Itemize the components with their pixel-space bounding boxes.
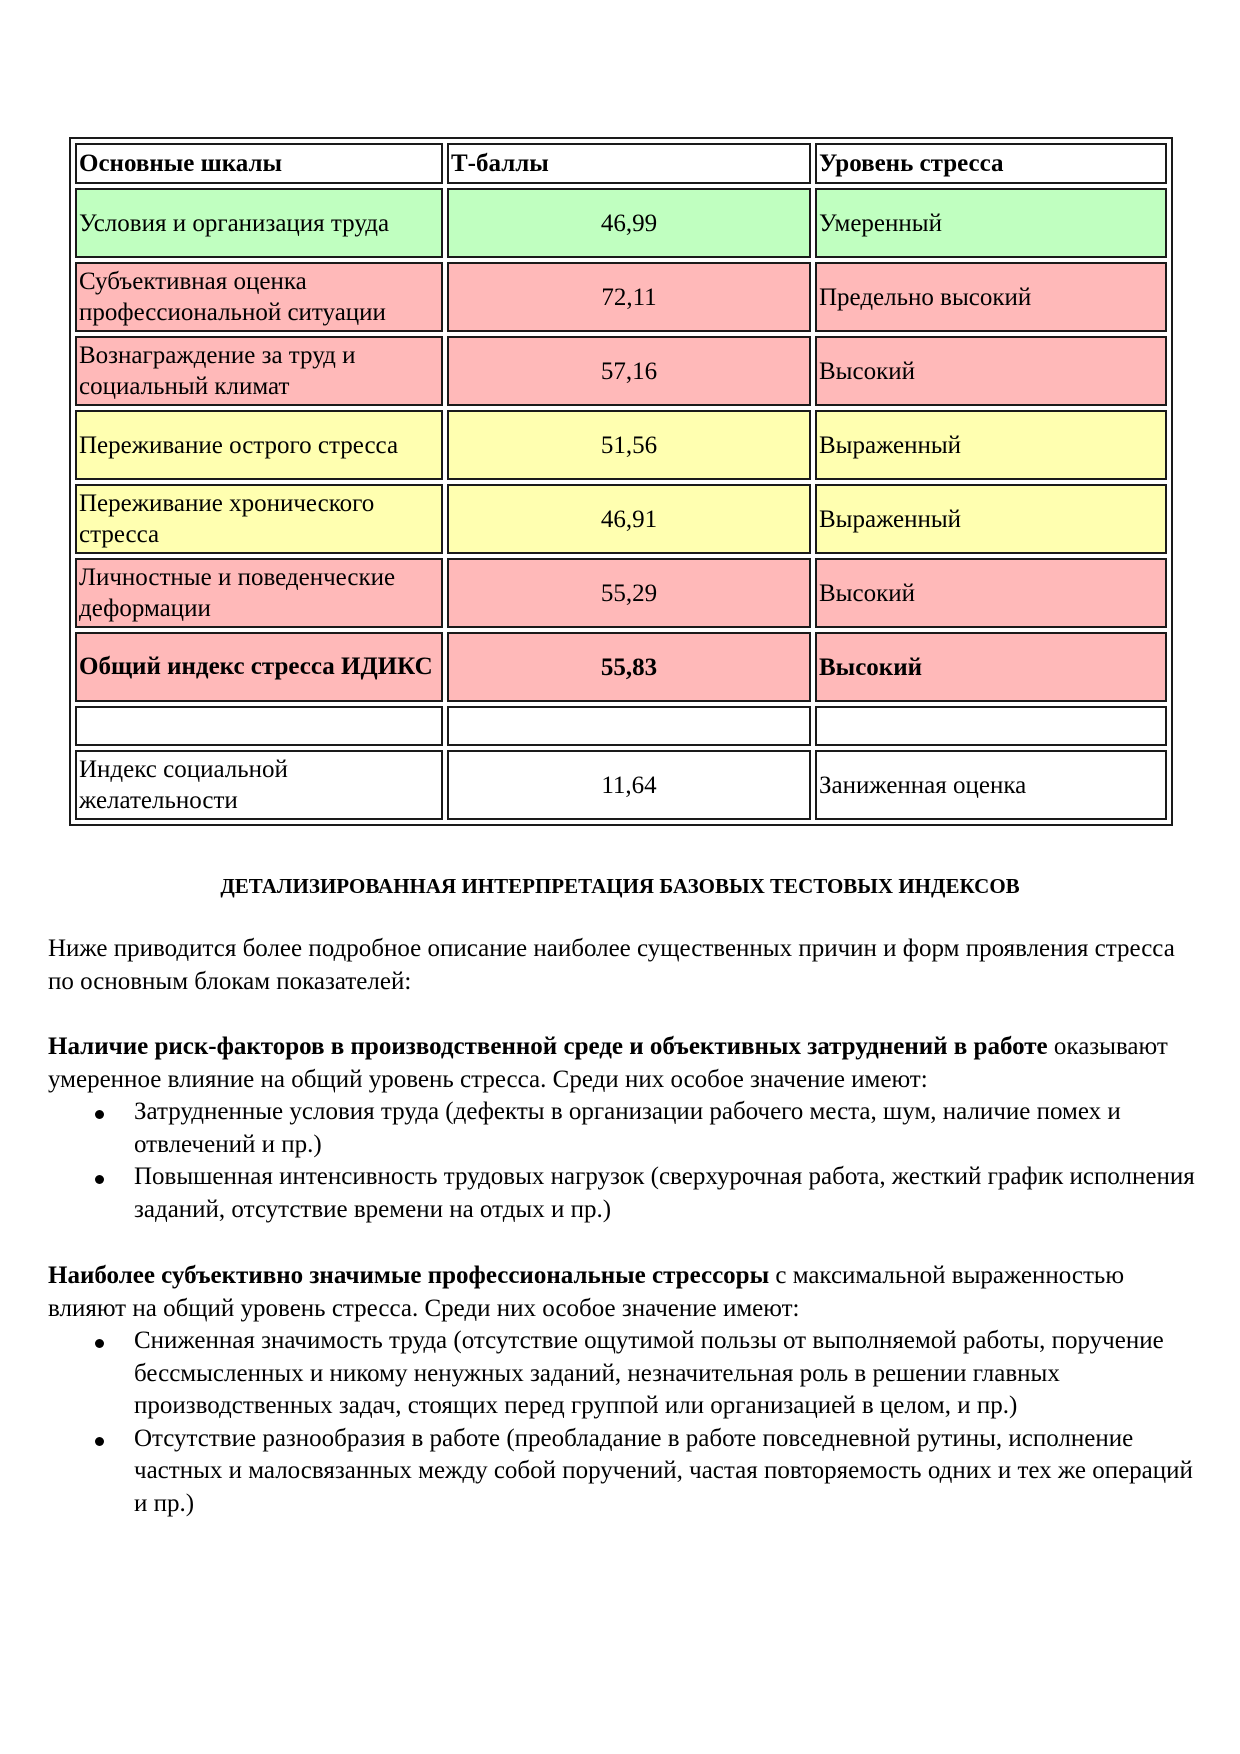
scale-name: Переживание хронического стресса bbox=[75, 484, 443, 554]
table-row bbox=[75, 336, 1167, 406]
t-score: 55,29 bbox=[447, 558, 811, 628]
social-desirability-row bbox=[75, 750, 1167, 820]
table-row bbox=[75, 188, 1167, 258]
stress-results-table bbox=[69, 137, 1173, 826]
block-rest: оказывают умеренное влияние на общий уровень стресса. Среди них особое значение имеют: bbox=[48, 1033, 1168, 1093]
stress-level: Предельно высокий bbox=[815, 262, 1167, 332]
list-item bbox=[48, 1096, 1198, 1161]
table-row bbox=[75, 558, 1167, 628]
bullet-icon bbox=[95, 1437, 104, 1446]
stress-level: Высокий bbox=[815, 558, 1167, 628]
table-row bbox=[75, 262, 1167, 332]
list-item-text: Затрудненные условия труда (дефекты в организации рабочего места, шум, наличие помех и отвлечений и пр.) bbox=[134, 1098, 1121, 1158]
bullet-list bbox=[48, 1096, 1198, 1226]
section-heading: ДЕТАЛИЗИРОВАННАЯ ИНТЕРПРЕТАЦИЯ БАЗОВЫХ ТЕСТОВЫХ ИНДЕКСОВ bbox=[220, 874, 1020, 898]
stress-level: Высокий bbox=[815, 336, 1167, 406]
t-score: 57,16 bbox=[447, 336, 811, 406]
table-header-row bbox=[75, 143, 1167, 184]
scale-name: Условия и организация труда bbox=[75, 188, 443, 258]
total-index-score: 55,83 bbox=[447, 632, 811, 702]
bullet-list bbox=[48, 1325, 1198, 1520]
block-lead: Наличие риск-факторов в производственной среде и объективных затруднений в работе bbox=[48, 1033, 1048, 1060]
header-scales: Основные шкалы bbox=[75, 143, 443, 184]
social-desirability-name: Индекс социальной желательности bbox=[75, 750, 443, 820]
bullet-icon bbox=[95, 1339, 104, 1348]
stress-level: Выраженный bbox=[815, 410, 1167, 480]
block-lead: Наиболее субъективно значимые профессиональные стрессоры bbox=[48, 1262, 770, 1289]
bullet-icon bbox=[95, 1110, 104, 1119]
social-desirability-score: 11,64 bbox=[447, 750, 811, 820]
total-index-name: Общий индекс стресса ИДИКС bbox=[75, 632, 443, 702]
intro-paragraph: Ниже приводится более подробное описание наиболее существенных причин и форм проявления стресса по основным блокам показателей: bbox=[48, 935, 1175, 995]
empty-cell bbox=[447, 706, 811, 746]
header-t-scores: Т-баллы bbox=[447, 143, 811, 184]
empty-cell bbox=[815, 706, 1167, 746]
header-stress-level: Уровень стресса bbox=[815, 143, 1167, 184]
empty-cell bbox=[75, 706, 443, 746]
t-score: 46,99 bbox=[447, 188, 811, 258]
table-row bbox=[75, 484, 1167, 554]
list-item-text: Повышенная интенсивность трудовых нагрузок (сверхурочная работа, жесткий график исполнения заданий, отсутствие времени на отдых и пр.) bbox=[134, 1163, 1195, 1223]
table-row bbox=[75, 410, 1167, 480]
stress-level: Умеренный bbox=[815, 188, 1167, 258]
risk-factors-block bbox=[48, 1031, 1198, 1226]
total-index-level: Высокий bbox=[815, 632, 1167, 702]
list-item-text: Отсутствие разнообразия в работе (преобладание в работе повседневной рутины, исполнение частных и малосвязанных между собой поручений, частая повторяемость одних и тех же операций и пр.) bbox=[134, 1424, 1193, 1517]
scale-name: Вознаграждение за труд и социальный климат bbox=[75, 336, 443, 406]
scale-name: Субъективная оценка профессиональной ситуации bbox=[75, 262, 443, 332]
professional-stressors-block bbox=[48, 1260, 1198, 1520]
bullet-icon bbox=[95, 1175, 104, 1184]
scale-name: Переживание острого стресса bbox=[75, 410, 443, 480]
intro-paragraph-block bbox=[48, 933, 1198, 998]
list-item bbox=[48, 1325, 1198, 1423]
total-index-row bbox=[75, 632, 1167, 702]
t-score: 46,91 bbox=[447, 484, 811, 554]
t-score: 51,56 bbox=[447, 410, 811, 480]
block-paragraph bbox=[48, 1031, 1198, 1096]
block-rest: с максимальной выраженностью влияют на общий уровень стресса. Среди них особое значение имеют: bbox=[48, 1262, 1125, 1322]
social-desirability-level: Заниженная оценка bbox=[815, 750, 1167, 820]
list-item bbox=[48, 1423, 1198, 1521]
empty-row bbox=[75, 706, 1167, 746]
block-paragraph bbox=[48, 1260, 1198, 1325]
list-item bbox=[48, 1161, 1198, 1226]
scale-name: Личностные и поведенческие деформации bbox=[75, 558, 443, 628]
list-item-text: Сниженная значимость труда (отсутствие ощутимой пользы от выполняемой работы, поручение бессмысленных и никому ненужных заданий, незначительная роль в решении главных производственных задач, стоящих перед группой или организацией в целом, и пр.) bbox=[134, 1327, 1164, 1419]
stress-level: Выраженный bbox=[815, 484, 1167, 554]
t-score: 72,11 bbox=[447, 262, 811, 332]
